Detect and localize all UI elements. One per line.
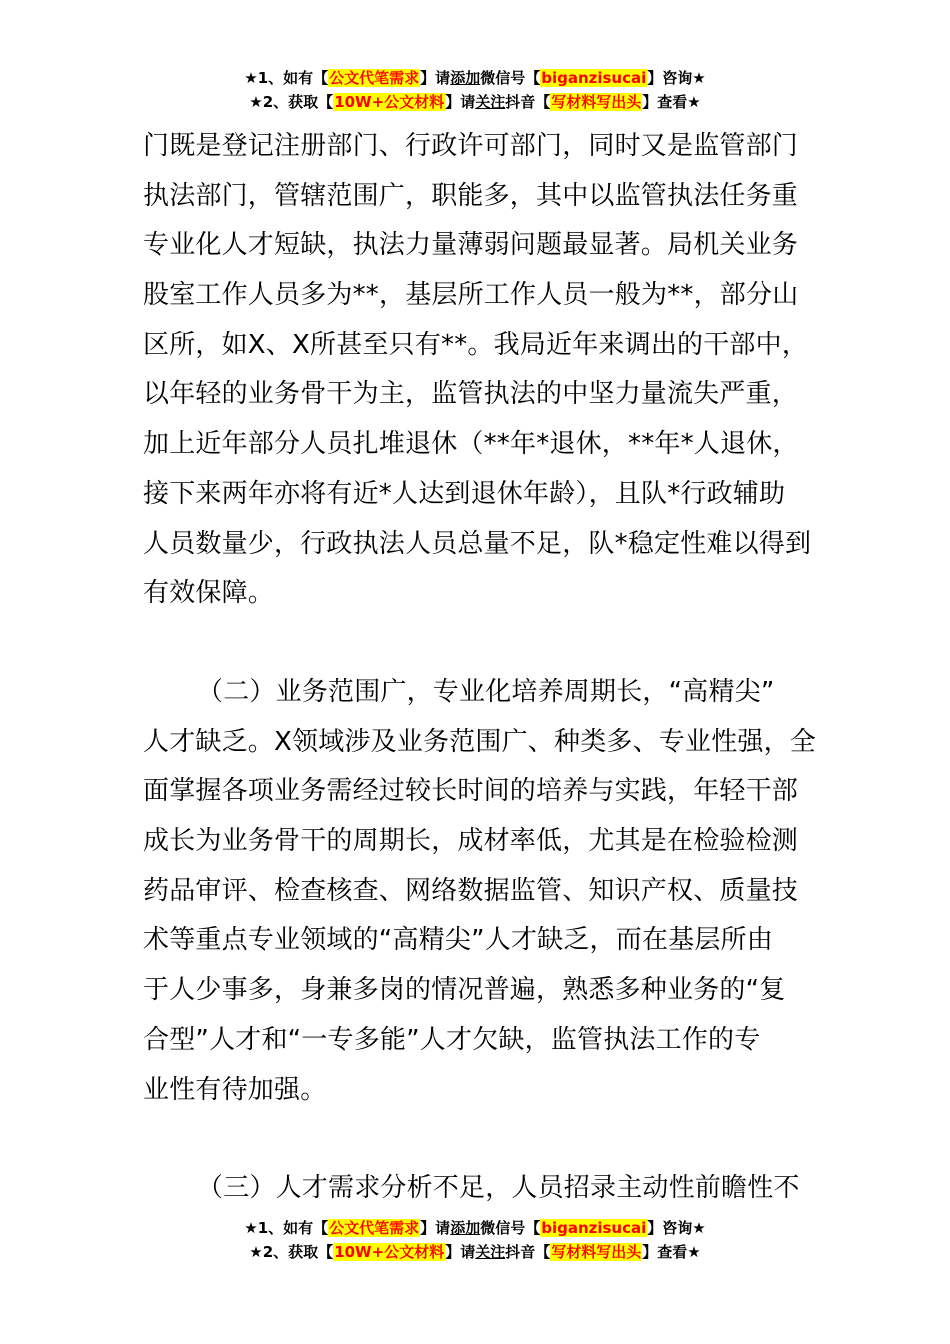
promo-text: 】请 <box>445 93 476 111</box>
promo-wechat-id: biganzisucai <box>541 1219 647 1237</box>
promo-text: 】请 <box>445 1243 476 1261</box>
promo-underlined-text: 关注 <box>475 1243 506 1261</box>
promo-underlined-text: 关注 <box>475 93 506 111</box>
text-line: 人才缺乏。X领域涉及业务范围广、种类多、专业性强，全 <box>143 726 817 757</box>
text-line: 门既是登记注册部门、行政许可部门，同时又是监管部门 <box>143 131 799 161</box>
promo-text: 抖音【 <box>505 93 551 111</box>
promo-line-2 <box>0 90 950 114</box>
promo-text: 抖音【 <box>505 1243 551 1261</box>
text-line: 专业化人才短缺，执法力量薄弱问题最显著。局机关业务 <box>143 230 799 261</box>
promo-text: ★1、如有【 <box>244 1219 329 1237</box>
text-line: 业性有待加强。 <box>143 1074 327 1105</box>
promo-text: 】咨询★ <box>647 1219 706 1237</box>
promo-text: ★2、获取【 <box>249 1243 334 1261</box>
text-line: 股室工作人员多为**，基层所工作人员一般为**，部分山 <box>143 280 799 311</box>
header-promo-banner <box>0 66 950 114</box>
paragraph-talent-training <box>143 668 817 1115</box>
promo-line-1 <box>0 66 950 90</box>
promo-text: 】查看★ <box>642 1243 701 1261</box>
promo-text: 】查看★ <box>642 93 701 111</box>
text-line: 术等重点专业领域的“高精尖”人才缺乏，而在基层所由 <box>143 925 773 956</box>
text-line: 面掌握各项业务需经过较长时间的培养与实践，年轻干部 <box>143 776 799 807</box>
promo-underlined-text: 添加 <box>450 69 481 87</box>
text-line: 于人少事多，身兼多岗的情况普遍，熟悉多种业务的“复 <box>143 975 786 1006</box>
promo-wechat-id: biganzisucai <box>541 69 647 87</box>
text-line: 有效保障。 <box>143 578 275 609</box>
text-line: 接下来两年亦将有近*人达到退休年龄），且队*行政辅助 <box>143 478 786 509</box>
section-heading-line: （三）人才需求分析不足，人员招录主动性前瞻性不 <box>197 1173 800 1203</box>
promo-douyin-account: 写材料写出头 <box>551 93 642 111</box>
promo-text: ★2、获取【 <box>249 93 334 111</box>
promo-text: 微信号【 <box>480 1219 541 1237</box>
promo-highlight: 10W+公文材料 <box>334 93 445 111</box>
footer-promo-banner <box>0 1216 950 1264</box>
text-line: 人员数量少，行政执法人员总量不足，队*稳定性难以得到 <box>143 528 812 559</box>
section-heading-line: （二）业务范围广，专业化培养周期长，“高精尖” <box>197 677 775 707</box>
promo-text: 】咨询★ <box>647 69 706 87</box>
text-line: 加上近年部分人员扎堆退休（**年*退休，**年*人退休， <box>143 429 799 460</box>
paragraph-recruitment-analysis <box>143 1164 807 1214</box>
promo-text: 】请 <box>420 69 451 87</box>
text-line: 合型”人才和“一专多能”人才欠缺，监管执法工作的专 <box>143 1024 761 1055</box>
promo-text: 微信号【 <box>480 69 541 87</box>
text-line: 以年轻的业务骨干为主，监管执法的中坚力量流失严重， <box>143 379 799 410</box>
promo-highlight: 公文代笔需求 <box>329 1219 420 1237</box>
promo-text: ★1、如有【 <box>244 69 329 87</box>
text-line: 成长为业务骨干的周期长，成材率低，尤其是在检验检测 <box>143 826 799 857</box>
promo-highlight: 10W+公文材料 <box>334 1243 445 1261</box>
paragraph-staffing-shortage <box>143 122 812 619</box>
text-line: 药品审评、检查核查、网络数据监管、知识产权、质量技 <box>143 875 799 906</box>
promo-highlight: 公文代笔需求 <box>329 69 420 87</box>
text-line: 区所，如X、X所甚至只有**。我局近年来调出的干部中， <box>143 329 809 360</box>
promo-line-2 <box>0 1240 950 1264</box>
promo-douyin-account: 写材料写出头 <box>551 1243 642 1261</box>
promo-line-1 <box>0 1216 950 1240</box>
text-line: 执法部门，管辖范围广，职能多，其中以监管执法任务重 <box>143 180 799 211</box>
promo-text: 】请 <box>420 1219 451 1237</box>
promo-underlined-text: 添加 <box>450 1219 481 1237</box>
